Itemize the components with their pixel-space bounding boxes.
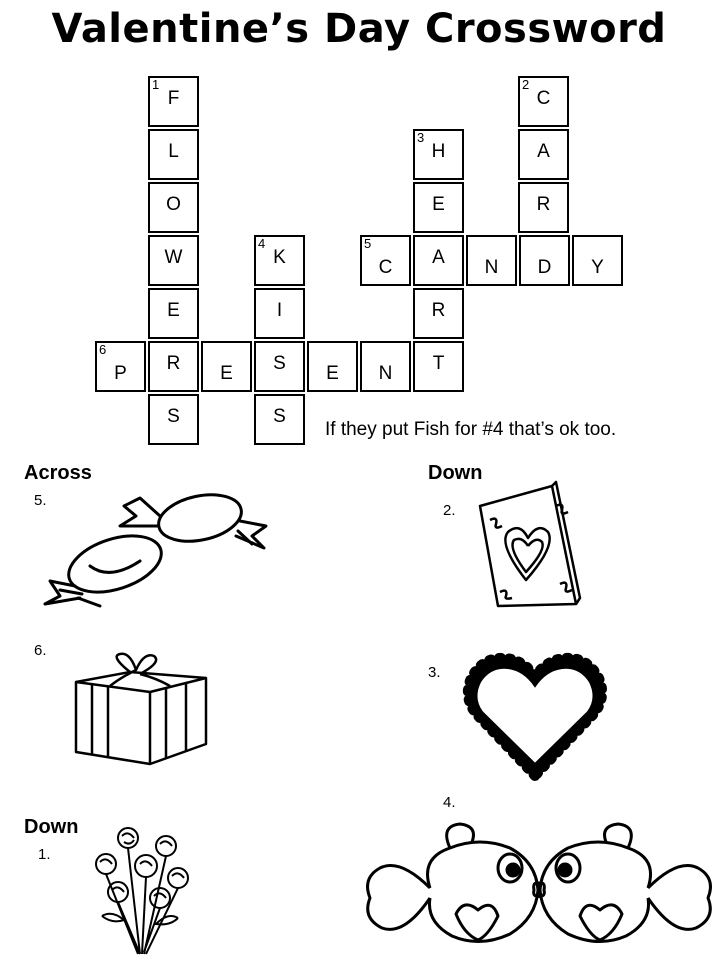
crossword-cell (413, 129, 464, 180)
crossword-cell (254, 235, 305, 286)
cell-letter: C (378, 257, 393, 278)
wrapped-candy-icon (40, 486, 270, 616)
crossword-cell (148, 288, 199, 339)
crossword-cell (413, 288, 464, 339)
crossword-cell (413, 182, 464, 233)
crossword-cell (307, 341, 358, 392)
gift-box-icon (70, 652, 212, 768)
down-heading-2: Down (24, 816, 79, 838)
clue-number-down-2: 2 (522, 77, 530, 92)
crossword-cell (519, 235, 570, 286)
down-heading: Down (428, 462, 483, 484)
cell-letter: O (166, 194, 181, 215)
cell-letter: A (432, 247, 445, 268)
clue-number-across-5: 5 (364, 236, 372, 251)
cell-letter: K (273, 247, 286, 268)
cell-letter: E (167, 300, 180, 321)
cell-letter: I (276, 300, 283, 321)
valentine-card-icon (472, 480, 584, 612)
cell-letter: R (536, 194, 551, 215)
roses-bouquet-icon (82, 820, 204, 956)
crossword-cell (413, 235, 464, 286)
crossword-cell (95, 341, 146, 392)
crossword-cell (254, 288, 305, 339)
crossword-cell (148, 129, 199, 180)
clue-number-4: 4. (443, 794, 456, 811)
crossword-cell (148, 394, 199, 445)
kissing-fish-icon (360, 818, 718, 958)
crossword-cell (201, 341, 252, 392)
cell-letter: Y (591, 257, 604, 278)
clue-number-down-4: 4 (258, 236, 266, 251)
clue-number-across-6: 6 (99, 342, 107, 357)
cell-letter: N (484, 257, 499, 278)
cell-letter: C (536, 88, 551, 109)
cell-letter: P (114, 363, 127, 384)
cell-letter: E (220, 363, 233, 384)
crossword-cell (148, 235, 199, 286)
cell-letter: D (537, 257, 552, 278)
page-title: Valentine’s Day Crossword (51, 6, 667, 52)
crossword-cell (360, 341, 411, 392)
cell-letter: S (273, 353, 286, 374)
crossword-cell (518, 182, 569, 233)
clue-number-down-3: 3 (417, 130, 425, 145)
crossword-cell (466, 235, 517, 286)
crossword-cell (572, 235, 623, 286)
clue-number-3: 3. (428, 664, 441, 681)
cell-letter: T (432, 353, 445, 374)
crossword-grid (0, 0, 718, 460)
crossword-cell (148, 341, 199, 392)
cell-letter: E (432, 194, 445, 215)
cell-letter: E (326, 363, 339, 384)
cell-letter: F (167, 88, 180, 109)
cell-letter: R (431, 300, 446, 321)
cell-letter: H (431, 141, 446, 162)
cell-letter: N (378, 363, 393, 384)
crossword-cell (518, 129, 569, 180)
crossword-cell (148, 182, 199, 233)
crossword-cell (518, 76, 569, 127)
clue-number-down-1: 1 (152, 77, 160, 92)
cell-letter: A (537, 141, 550, 162)
cell-letter: S (273, 406, 286, 427)
cell-letter: L (168, 141, 179, 162)
clue-number-1: 1. (38, 846, 51, 863)
across-heading: Across (24, 462, 92, 484)
lace-heart-icon (462, 652, 608, 778)
crossword-cell (148, 76, 199, 127)
crossword-cell (413, 341, 464, 392)
crossword-cell (254, 394, 305, 445)
cell-letter: R (166, 353, 181, 374)
clue-number-5: 5. (34, 492, 47, 509)
clue-number-2: 2. (443, 502, 456, 519)
answer-note: If they put Fish for #4 that’s ok too. (325, 419, 617, 440)
cell-letter: S (167, 406, 180, 427)
crossword-cell (254, 341, 305, 392)
cell-letter: W (164, 247, 183, 268)
clue-number-6: 6. (34, 642, 47, 659)
crossword-cell (360, 235, 411, 286)
